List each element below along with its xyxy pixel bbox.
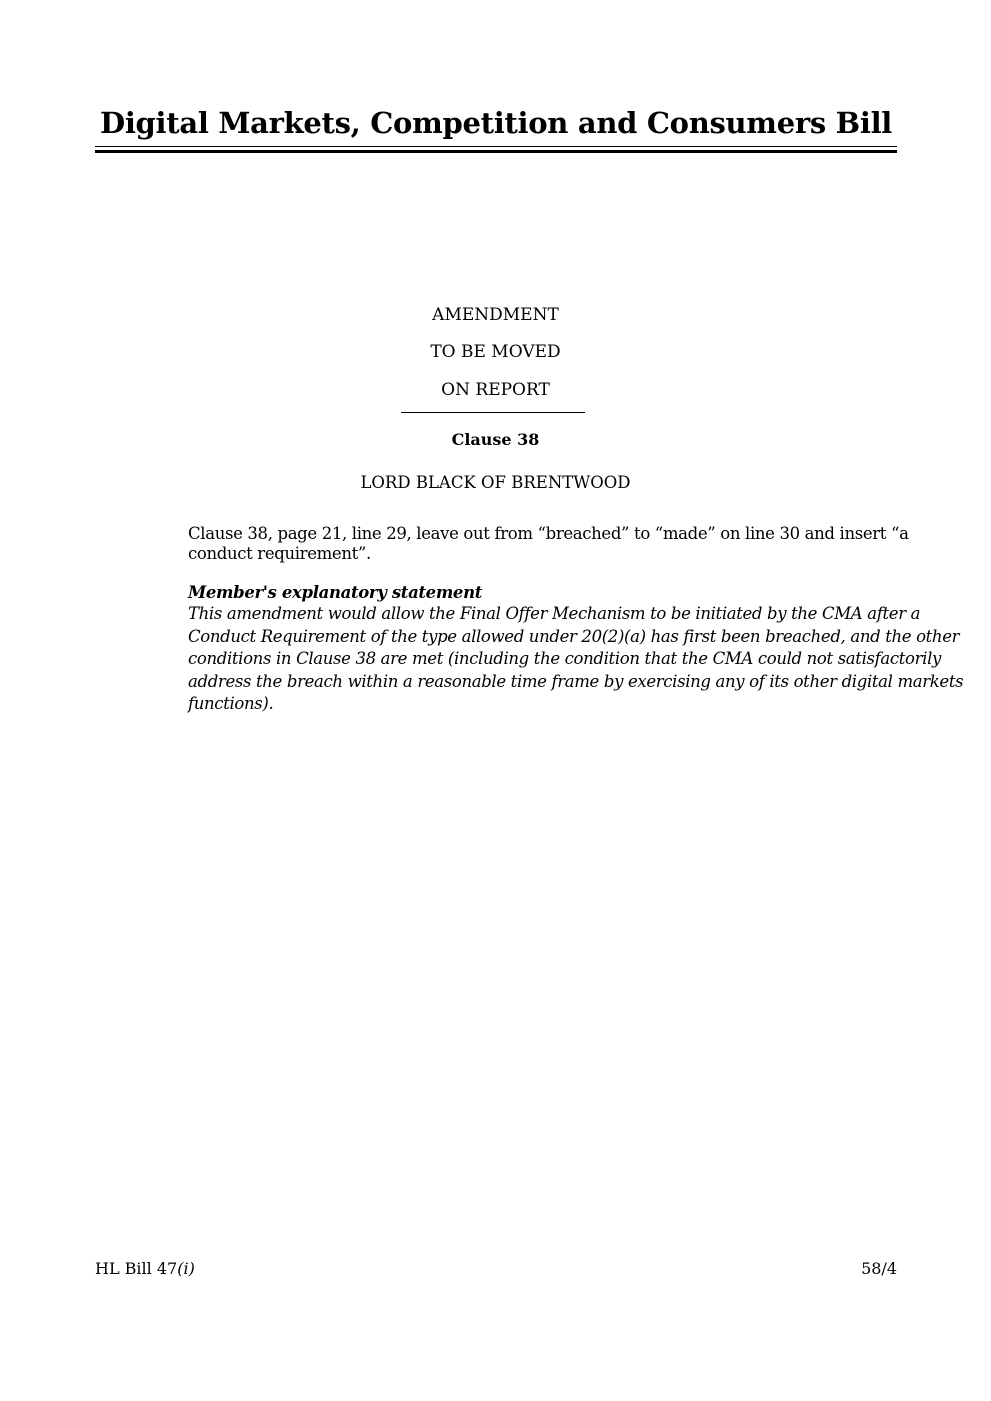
heading-line: TO BE MOVED [430,342,561,362]
title-rule-thick [95,150,897,153]
heading-line: ON REPORT [441,380,550,400]
statement-heading: Member's explanatory statement [188,583,483,602]
bill-number [95,1259,195,1278]
statement-line: functions). [188,694,274,713]
member-name: LORD BLACK OF BRENTWOOD [360,473,631,492]
amendment-text: Clause 38, page 21, line 29, leave out from “breached” to “made” on line 30 and insert “a [188,524,909,543]
page-ref: 58/4 [861,1259,897,1278]
heading-line: AMENDMENT [432,305,559,325]
bill-number-main: HL Bill 47 [95,1259,178,1278]
heading-rule [401,412,585,413]
statement-line: address the breach within a reasonable time frame by exercising any of its other digital markets [188,672,964,691]
amendment-text: conduct requirement”. [188,544,371,563]
statement-line: Conduct Requirement of the type allowed under 20(2)(a) has first been breached, and the other [188,627,960,646]
title-rule-thin [95,146,897,147]
statement-line: This amendment would allow the Final Offer Mechanism to be initiated by the CMA after a [188,604,921,623]
bill-title: Digital Markets, Competition and Consumers Bill [99,106,893,140]
statement-line: conditions in Clause 38 are met (including the condition that the CMA could not satisfactorily [188,649,941,668]
clause-label: Clause 38 [451,430,540,449]
bill-number-suffix: (i) [177,1259,195,1278]
